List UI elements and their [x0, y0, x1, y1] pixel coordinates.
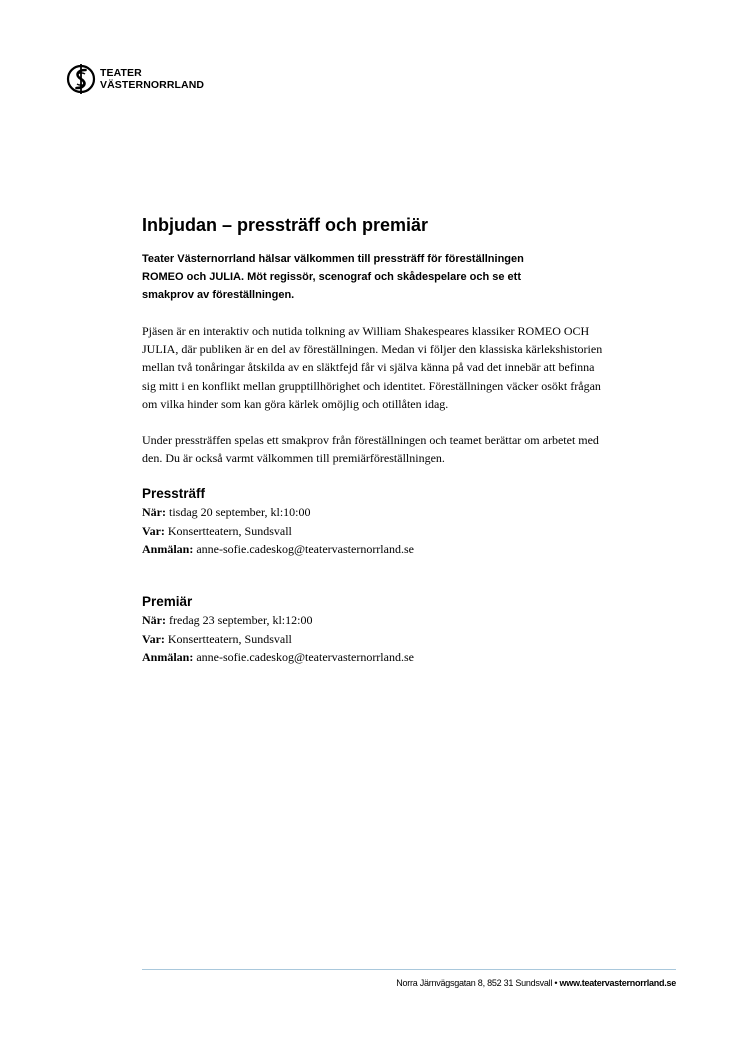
premiere-heading: Premiär [142, 594, 193, 610]
footer-address: Norra Järnvägsgatan 8, 852 31 Sundsvall [396, 978, 553, 988]
logo [66, 62, 204, 96]
footer [396, 977, 676, 989]
press-where [142, 522, 612, 540]
page-title: Inbjudan – pressträff och premiär [142, 215, 429, 235]
press-meeting-section [142, 485, 612, 558]
footer-website-link[interactable]: www.teatervasternorrland.se [559, 978, 676, 988]
press-where-label: Var: [142, 523, 165, 538]
footer-separator: • [552, 978, 560, 988]
press-where-value: Konsertteatern, Sundsvall [164, 523, 292, 538]
footer-divider [142, 969, 676, 970]
premiere-signup [142, 648, 612, 666]
theater-logo-icon [66, 62, 96, 96]
press-signup-email[interactable]: anne-sofie.cadeskog@teatervasternorrland.se [193, 542, 414, 557]
intro-paragraph: Teater Västernorrland hälsar välkommen till pressträff för föreställningen ROMEO och JULIA. Möt regissör, scenograf och skådespelare och se ett smakprov av föreställningen. [142, 253, 524, 301]
premiere-signup-email[interactable]: anne-sofie.cadeskog@teatervasternorrland.se [193, 649, 414, 664]
premiere-when-label: När: [142, 613, 166, 628]
press-when-label: När: [142, 505, 166, 520]
premiere-where [142, 630, 612, 648]
premiere-where-value: Konsertteatern, Sundsvall [164, 631, 292, 646]
description-paragraph: Pjäsen är en interaktiv och nutida tolkning av William Shakespeares klassiker ROMEO OCH JULIA, där publiken är en del av föreställningen. Medan vi följer den klassiska kärlekshistorien mellan två tonåringar åtskilda av en släktfejd får vi själva känna på vad det innebär att befinna sig mitt i en konflikt mellan grupptillhörighet och identitet. Föreställningen väcker osökt frågan om vilka hinder som kan göra kärlek omöjlig och otillåten idag. [142, 324, 603, 411]
press-when-value: tisdag 20 september, kl:10:00 [166, 505, 311, 520]
premiere-when [142, 611, 612, 629]
press-signup-label: Anmälan: [142, 542, 194, 557]
premiere-where-label: Var: [142, 631, 165, 646]
logo-line-1: TEATER [100, 67, 142, 79]
logo-line-2: VÄSTERNORRLAND [100, 79, 205, 91]
premiere-section [142, 593, 612, 666]
premiere-signup-label: Anmälan: [142, 649, 194, 664]
document-body [142, 214, 612, 666]
press-meeting-heading: Pressträff [142, 486, 206, 502]
press-when [142, 503, 612, 521]
press-signup [142, 540, 612, 558]
press-info-paragraph: Under pressträffen spelas ett smakprov från föreställningen och teamet berättar om arbetet med den. Du är också varmt välkommen till premiärföreställningen. [142, 433, 599, 466]
premiere-when-value: fredag 23 september, kl:12:00 [166, 613, 313, 628]
